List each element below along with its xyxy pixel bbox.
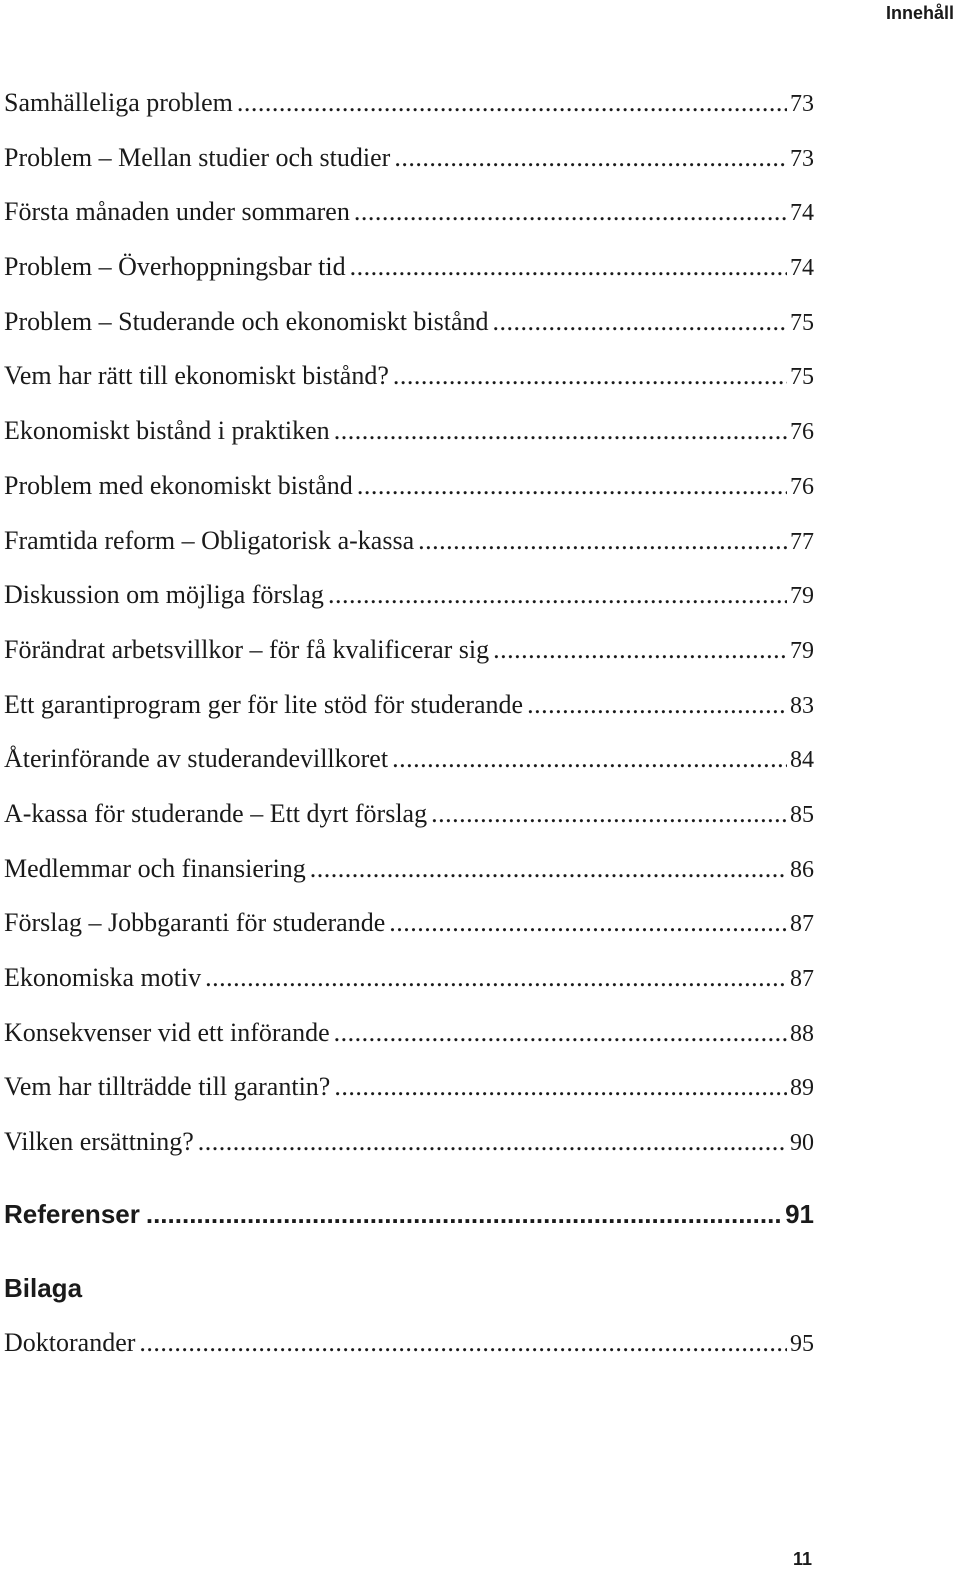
toc-entry-label: Förslag – Jobbgaranti för studerande: [4, 908, 386, 938]
dot-leader: [334, 1072, 787, 1102]
toc-heading-references: [4, 1199, 814, 1230]
toc-entry-label: Ett garantiprogram ger för lite stöd för studerande: [4, 689, 524, 719]
toc-entry-page: 90: [790, 1130, 814, 1157]
toc-entry-label: Diskussion om möjliga förslag: [4, 580, 324, 610]
toc-entry-label: Första månaden under sommaren: [4, 197, 350, 227]
toc-entry-label: Problem – Överhoppningsbar tid: [4, 252, 346, 282]
toc-heading-page: 91: [785, 1199, 814, 1229]
toc-entry: [4, 1072, 814, 1127]
toc-entry: [4, 744, 814, 799]
toc-entry: [4, 635, 814, 690]
toc-entry-label: Medlemmar och finansiering: [4, 853, 306, 883]
toc-entry-label: Problem – Studerande och ekonomiskt bistånd: [4, 306, 489, 336]
toc-heading-label: Referenser: [4, 1199, 140, 1229]
dot-leader: [357, 471, 787, 501]
toc-entry-page: 79: [790, 583, 814, 610]
toc-entry-page: 74: [790, 200, 814, 227]
toc-entry-page: 74: [790, 255, 814, 282]
toc-entry-label: Förändrat arbetsvillkor – för få kvalificerar sig: [4, 634, 490, 664]
toc-entry: [4, 690, 814, 745]
toc-entry-label: Problem – Mellan studier och studier: [4, 142, 391, 172]
toc-entry-page: 76: [790, 419, 814, 446]
toc-entry-page: 83: [790, 692, 814, 719]
toc-entry: [4, 799, 814, 854]
toc-entry-label: Problem med ekonomiskt bistånd: [4, 470, 353, 500]
toc-entry-page: 75: [790, 364, 814, 391]
toc-entry-page: 88: [790, 1020, 814, 1047]
dot-leader: [350, 252, 787, 282]
toc-entry-page: 85: [790, 801, 814, 828]
toc-entry: [4, 197, 814, 252]
dot-leader: [139, 1328, 787, 1358]
dot-leader: [205, 963, 787, 993]
toc-entry-label: Samhälleliga problem: [4, 88, 233, 117]
toc-entry: [4, 416, 814, 471]
toc-entry-label: Vilken ersättning?: [4, 1127, 194, 1157]
dot-leader: [493, 307, 787, 337]
toc-entry-label: Konsekvenser vid ett införande: [4, 1017, 330, 1047]
toc-entry: [4, 471, 814, 526]
dot-leader: [328, 580, 787, 610]
dot-leader: [431, 799, 787, 829]
toc-entry: [4, 1328, 814, 1383]
toc-entry: [4, 580, 814, 635]
table-of-contents: [4, 88, 814, 1182]
toc-entry-page: 84: [790, 747, 814, 774]
toc-entry-page: 76: [790, 473, 814, 500]
toc-entry: [4, 1018, 814, 1073]
toc-entry-label: Ekonomiskt bistånd i praktiken: [4, 416, 330, 446]
dot-leader: [334, 1018, 787, 1048]
toc-entry: [4, 361, 814, 416]
appendix-contents: [4, 1328, 814, 1383]
toc-entry: [4, 1127, 814, 1182]
toc-entry-page: 79: [790, 637, 814, 664]
toc-entry: [4, 908, 814, 963]
running-header: Innehåll: [885, 3, 954, 23]
toc-entry-page: 87: [790, 966, 814, 992]
dot-leader: [237, 88, 787, 118]
toc-entry: [4, 88, 814, 143]
toc-entry-page: 73: [790, 91, 814, 117]
toc-entry-label: Doktorander: [4, 1328, 136, 1357]
toc-entry-page: 77: [790, 528, 814, 555]
toc-entry-label: Återinförande av studerandevillkoret: [4, 744, 389, 774]
dot-leader: [389, 908, 787, 938]
page-number: 11: [792, 1549, 812, 1569]
toc-entry-label: A-kassa för studerande – Ett dyrt förslag: [4, 798, 428, 828]
dot-leader: [146, 1199, 781, 1230]
toc-entry-page: 87: [790, 911, 814, 938]
toc-entry-label: Vem har tillträdde till garantin?: [4, 1072, 331, 1102]
dot-leader: [392, 744, 787, 774]
toc-entry-label: Ekonomiska motiv: [4, 963, 202, 992]
appendix-title: Bilaga: [4, 1273, 83, 1303]
dot-leader: [493, 635, 787, 665]
toc-entry: [4, 854, 814, 909]
toc-entry: [4, 143, 814, 198]
dot-leader: [310, 854, 787, 884]
toc-entry-page: 75: [790, 309, 814, 336]
dot-leader: [354, 197, 787, 227]
dot-leader: [393, 361, 787, 391]
dot-leader: [418, 526, 787, 556]
toc-entry-page: 89: [790, 1075, 814, 1102]
toc-entry: [4, 252, 814, 307]
toc-entry: [4, 526, 814, 581]
toc-entry-page: 86: [790, 856, 814, 883]
toc-entry: [4, 963, 814, 1018]
toc-entry-label: Vem har rätt till ekonomiskt bistånd?: [4, 361, 389, 391]
toc-entry: [4, 307, 814, 362]
toc-entry-label: Framtida reform – Obligatorisk a-kassa: [4, 525, 415, 555]
toc-entry-page: 95: [790, 1331, 814, 1357]
dot-leader: [394, 143, 787, 173]
toc-entry-page: 73: [790, 145, 814, 172]
dot-leader: [527, 690, 787, 720]
dot-leader: [334, 416, 787, 446]
dot-leader: [198, 1127, 787, 1157]
